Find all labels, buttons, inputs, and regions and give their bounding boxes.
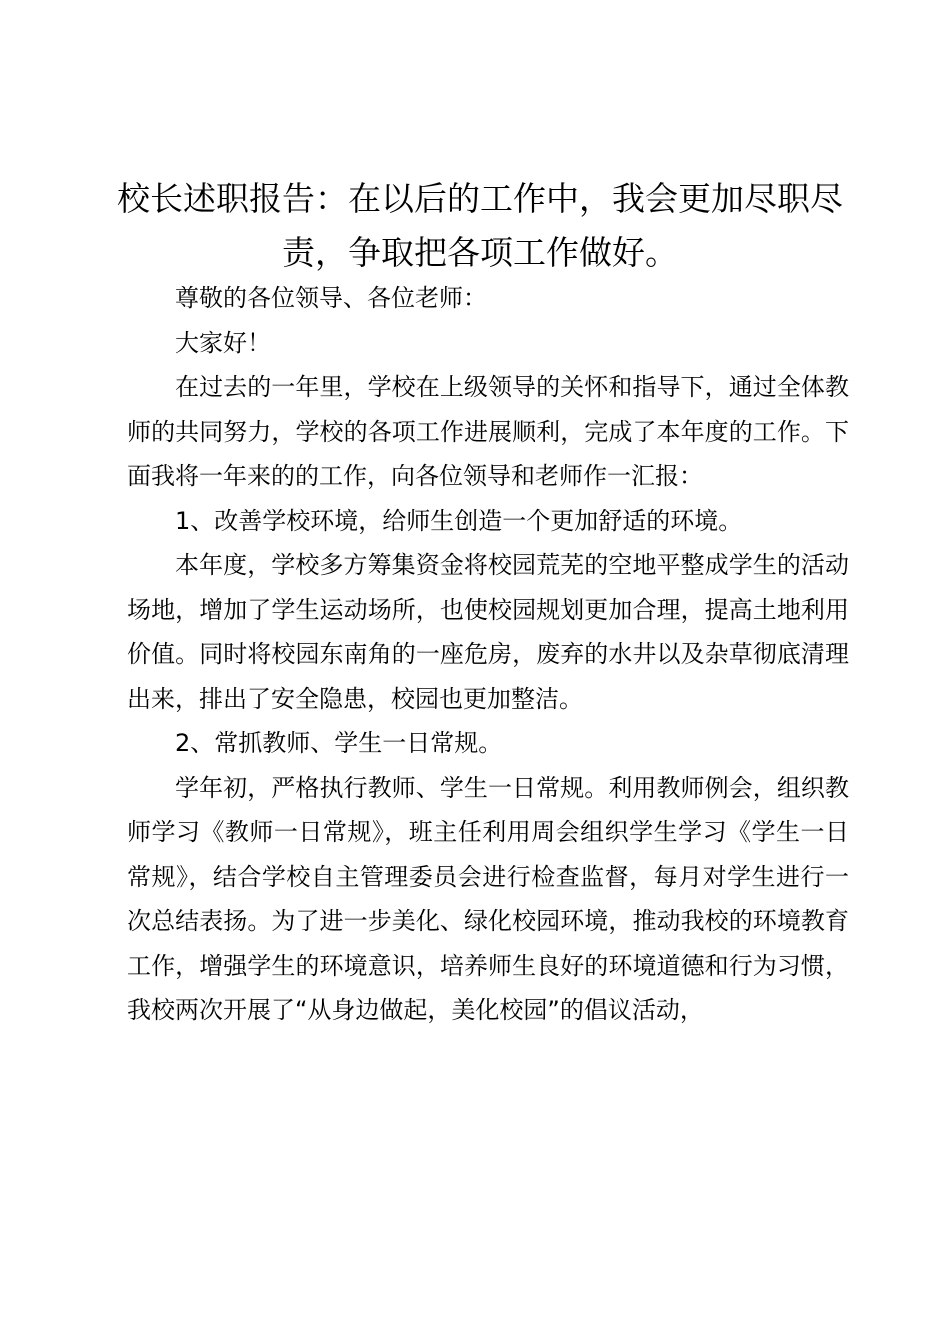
intro-paragraph: 在过去的一年里，学校在上级领导的关怀和指导下，通过全体教师的共同努力，学校的各项工作进展顺利，完成了本年度的工作。下面我将一年来的的工作，向各位领导和老师作一汇报： <box>127 373 849 490</box>
salutation: 尊敬的各位领导、各位老师： <box>175 284 487 312</box>
section-heading-1: 1、改善学校环境，给师生创造一个更加舒适的环境。 <box>175 506 743 535</box>
section-1-paragraph: 本年度，学校多方筹集资金将校园荒芜的空地平整成学生的活动场地，增加了学生运动场所，也使校园规划更加合理，提高土地利用价值。同时将校园东南角的一座危房，废弃的水井以及杂草彻底清理出来，排出了安全隐患，校园也更加整洁。 <box>127 551 849 713</box>
document-title: 校长述职报告：在以后的工作中，我会更加尽职尽责，争取把各项工作做好。 <box>117 179 843 272</box>
document-body <box>127 276 849 1033</box>
greeting: 大家好！ <box>175 328 271 357</box>
section-2-paragraph: 学年初，严格执行教师、学生一日常规。利用教师例会，组织教师学习《教师一日常规》，班主任利用周会组织学生学习《学生一日常规》，结合学校自主管理委员会进行检查监督，每月对学生进行一次总结表扬。为了进一步美化、绿化校园环境，推动我校的环境教育工作，增强学生的环境意识，培养师生良好的环境道德和行为习惯，我校两次开展了“从身边做起，美化校园”的倡议活动， <box>127 773 849 1024</box>
section-heading-2: 2、常抓教师、学生一日常规。 <box>175 729 503 757</box>
